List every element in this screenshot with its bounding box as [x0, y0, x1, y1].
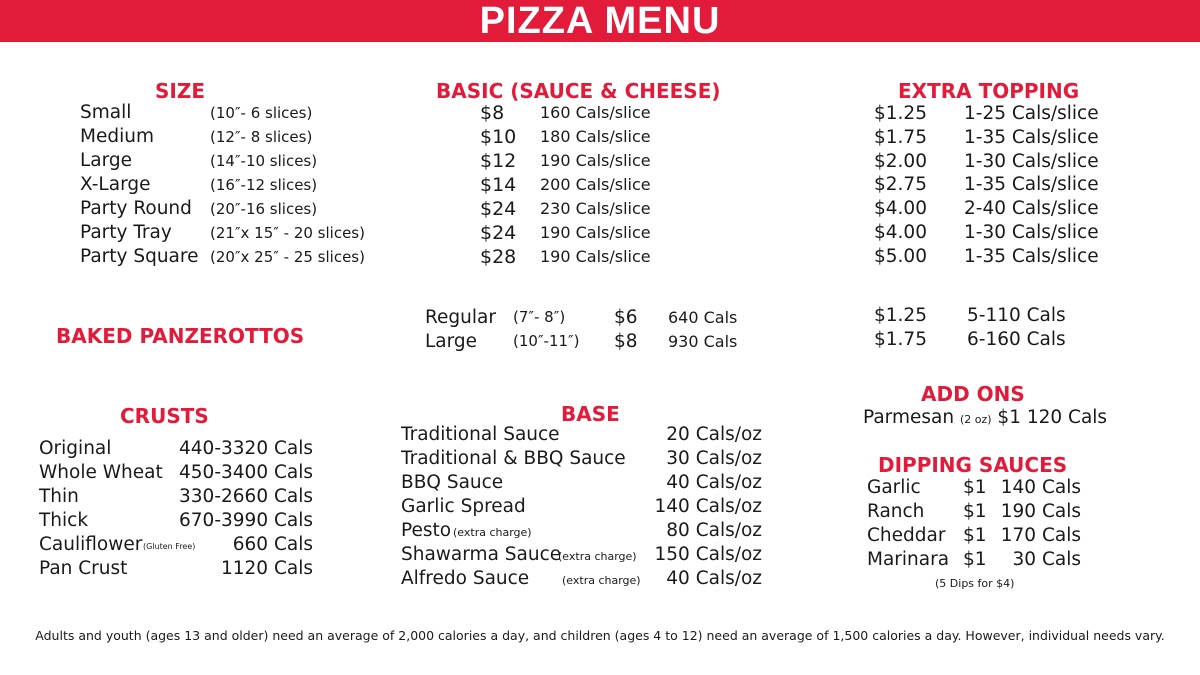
panzerotto-price: $8 — [614, 331, 638, 352]
extra-panzerotto-cals: 5-110 Cals — [967, 305, 1066, 326]
crust-cals: 330-2660 Cals — [179, 486, 313, 507]
basic-cals: 190 Cals/slice — [540, 151, 651, 170]
extra-price: $2.75 — [874, 174, 927, 196]
addon-qty: (2 oz) — [959, 413, 992, 426]
extra-cals: 1-35 Cals/slice — [964, 126, 1099, 148]
size-name: Party Square — [80, 246, 199, 267]
size-heading: SIZE — [155, 79, 206, 103]
dipping-cals: 140 Cals — [1000, 477, 1081, 498]
size-name: Small — [80, 102, 132, 123]
crust-row — [39, 438, 313, 462]
dipping-name: Marinara — [867, 549, 950, 570]
crust-name: Thin — [39, 486, 79, 507]
dipping-cals: 170 Cals — [1000, 525, 1081, 546]
basic-cals: 190 Cals/slice — [540, 223, 651, 242]
crust-note: (Gluten Free) — [143, 542, 196, 551]
base-row — [401, 424, 762, 448]
dipping-row — [867, 525, 1081, 549]
addon-price-cals: $1 120 Cals — [997, 407, 1108, 428]
panzerotto-cals: 930 Cals — [668, 332, 738, 351]
crust-cals: 670-3990 Cals — [179, 510, 313, 531]
dipping-row — [867, 501, 1081, 525]
base-cals: 140 Cals/oz — [654, 496, 762, 517]
dipping-row — [867, 549, 1081, 573]
base-cals: 40 Cals/oz — [666, 472, 762, 493]
dipping-cals: 190 Cals — [1000, 501, 1081, 522]
basic-price: $28 — [480, 246, 517, 268]
base-note: (extra charge) — [558, 550, 637, 563]
extra-price: $5.00 — [874, 245, 927, 267]
size-name: X-Large — [80, 174, 151, 195]
base-name: Garlic Spread — [401, 496, 526, 517]
size-slices: (20″-16 slices) — [210, 200, 318, 218]
dipping-name: Garlic — [867, 477, 921, 498]
crust-row — [39, 462, 313, 486]
base-heading: BASE — [561, 402, 620, 426]
basic-price: $10 — [480, 126, 517, 148]
dipping-heading: DIPPING SAUCES — [878, 453, 1068, 477]
extra-cals: 1-25 Cals/slice — [964, 103, 1099, 124]
crust-name: Cauliflower — [39, 534, 143, 555]
crust-cals: 450-3400 Cals — [179, 462, 313, 483]
size-name: Medium — [80, 126, 154, 147]
dipping-cals: 30 Cals — [1012, 549, 1081, 570]
nutrition-disclaimer: Adults and youth (ages 13 and older) need an average of 2,000 calories a day, and children (ages 4 to 12) need an average of 1,500 calories a day. However, individual needs vary. — [35, 628, 1165, 643]
size-name: Party Round — [80, 198, 192, 219]
base-row — [401, 496, 762, 520]
dipping-price: $1 — [963, 525, 987, 546]
basic-cals: 180 Cals/slice — [540, 127, 651, 146]
basic-cals: 160 Cals/slice — [540, 103, 651, 122]
crust-cals: 660 Cals — [232, 534, 313, 555]
crust-row — [39, 534, 313, 558]
base-name: Traditional & BBQ Sauce — [401, 448, 626, 469]
panzerotto-size: (7″- 8″) — [513, 308, 566, 326]
extra-cals: 1-30 Cals/slice — [964, 150, 1099, 172]
dipping-name: Ranch — [867, 501, 925, 522]
dipping-price: $1 — [963, 549, 987, 570]
panzerottos-heading: BAKED PANZEROTTOS — [56, 324, 305, 348]
base-name: Pesto — [401, 520, 452, 541]
panzerotto-name: Large — [425, 331, 478, 352]
base-cals: 150 Cals/oz — [654, 544, 762, 565]
base-cals: 20 Cals/oz — [666, 424, 762, 445]
base-row — [401, 520, 762, 544]
panzerotto-cals: 640 Cals — [668, 308, 738, 327]
base-row — [401, 568, 762, 592]
crust-name: Whole Wheat — [39, 462, 163, 483]
size-name: Large — [80, 150, 133, 171]
menu-title: PIZZA MENU — [0, 0, 1200, 42]
size-slices: (14″-10 slices) — [210, 152, 318, 170]
size-slices: (10″- 6 slices) — [210, 104, 313, 122]
size-slices: (12″- 8 slices) — [210, 128, 313, 146]
basic-heading: BASIC (SAUCE & CHEESE) — [436, 79, 721, 103]
base-list — [401, 424, 762, 592]
extra-price: $1.75 — [874, 126, 927, 148]
base-row — [401, 472, 762, 496]
size-name: Party Tray — [80, 222, 172, 243]
base-cals: 40 Cals/oz — [666, 568, 762, 589]
extra-cals: 1-35 Cals/slice — [964, 174, 1099, 196]
panzerotto-size: (10″-11″) — [513, 332, 580, 350]
basic-cals: 190 Cals/slice — [540, 247, 651, 266]
crust-row — [39, 558, 313, 582]
extra-topping-heading: EXTRA TOPPING — [898, 79, 1080, 103]
base-name: BBQ Sauce — [401, 472, 504, 493]
basic-price: $8 — [480, 102, 505, 124]
extra-price: $4.00 — [874, 198, 927, 220]
addon-item — [863, 407, 1107, 428]
panzerotto-name: Regular — [425, 307, 496, 328]
dipping-list — [867, 477, 1081, 573]
panzerotto-price: $6 — [614, 307, 638, 328]
crust-name: Pan Crust — [39, 558, 128, 579]
dipping-deal: (5 Dips for $4) — [935, 577, 1015, 590]
basic-price: $24 — [480, 198, 517, 220]
size-slices: (16″-12 slices) — [210, 176, 318, 194]
extra-price: $2.00 — [874, 150, 927, 172]
extra-cals: 1-35 Cals/slice — [964, 245, 1099, 267]
extra-price: $4.00 — [874, 221, 927, 243]
extra-cals: 2-40 Cals/slice — [964, 198, 1099, 220]
size-slices: (21″x 15″ - 20 slices) — [210, 224, 365, 242]
basic-cals: 200 Cals/slice — [540, 175, 651, 194]
addon-name: Parmesan — [863, 407, 955, 428]
base-cals: 80 Cals/oz — [666, 520, 762, 541]
base-cals: 30 Cals/oz — [666, 448, 762, 469]
dipping-price: $1 — [963, 501, 987, 522]
crust-name: Thick — [39, 510, 89, 531]
base-name: Traditional Sauce — [401, 424, 560, 445]
extra-panzerotto-cals: 6-160 Cals — [967, 329, 1066, 350]
dipping-name: Cheddar — [867, 525, 946, 546]
crust-cals: 440-3320 Cals — [179, 438, 313, 459]
basic-cals: 230 Cals/slice — [540, 199, 651, 218]
base-row — [401, 544, 762, 568]
extra-panzerotto-price: $1.25 — [874, 305, 927, 326]
crusts-list — [39, 438, 313, 582]
crusts-heading: CRUSTS — [120, 404, 209, 428]
crust-row — [39, 486, 313, 510]
extra-price: $1.25 — [874, 103, 927, 124]
extra-panzerotto-price: $1.75 — [874, 329, 927, 350]
base-note: (extra charge) — [453, 526, 532, 539]
crust-cals: 1120 Cals — [221, 558, 313, 579]
size-slices: (20″x 25″ - 25 slices) — [210, 248, 365, 266]
basic-price: $12 — [480, 150, 517, 172]
basic-price: $14 — [480, 174, 517, 196]
addons-heading: ADD ONS — [921, 382, 1025, 406]
extra-cals: 1-30 Cals/slice — [964, 221, 1099, 243]
dipping-price: $1 — [963, 477, 987, 498]
base-row — [401, 448, 762, 472]
base-name: Alfredo Sauce — [401, 568, 530, 589]
base-name: Shawarma Sauce — [401, 544, 562, 565]
crust-row — [39, 510, 313, 534]
basic-price: $24 — [480, 222, 517, 244]
crust-name: Original — [39, 438, 112, 459]
base-note: (extra charge) — [562, 574, 641, 587]
dipping-row — [867, 477, 1081, 501]
